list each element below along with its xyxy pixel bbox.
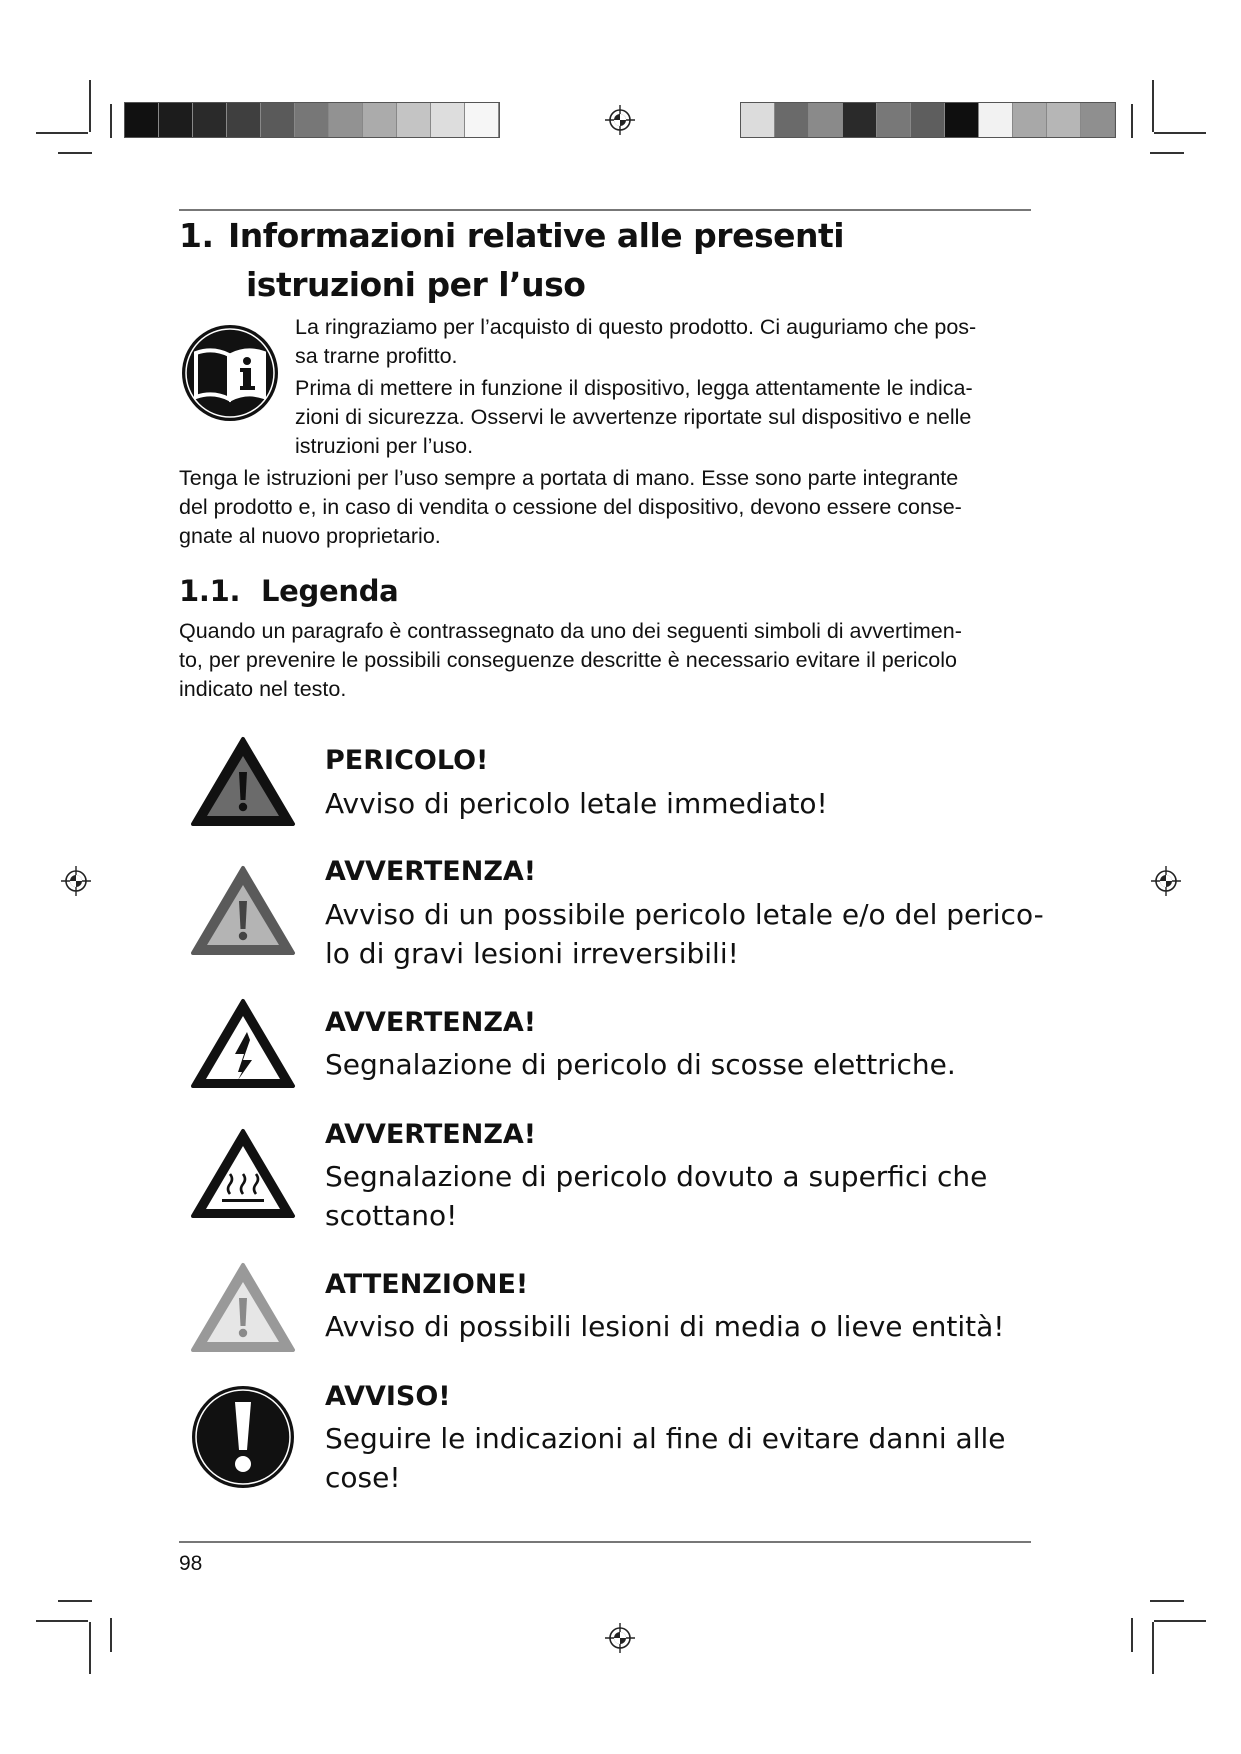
color-swatch: [1081, 103, 1115, 137]
warning-title: AVVISO!: [325, 1381, 451, 1412]
color-swatch: [159, 103, 193, 137]
color-swatch: [945, 103, 979, 137]
crop-mark: [89, 1622, 91, 1674]
color-swatch: [809, 103, 843, 137]
warning-text-line: scottano!: [325, 1199, 458, 1232]
subsection-line-3: indicato nel testo.: [179, 677, 347, 701]
notice-exclamation-icon: [190, 1384, 296, 1490]
intro-line-4: zioni di sicurezza. Osservi le avvertenze riportate sul dispositivo e nelle: [295, 405, 972, 429]
color-swatch: [741, 103, 775, 137]
right-color-bar: [740, 102, 1116, 138]
intro-line-2: sa trarne profitto.: [295, 344, 458, 368]
crop-mark: [58, 1600, 92, 1602]
color-swatch: [295, 103, 329, 137]
crop-mark: [1152, 1622, 1154, 1674]
crop-mark: [1131, 104, 1133, 138]
subsection-line-1: Quando un paragrafo è contrassegnato da uno dei seguenti simboli di avvertimen-: [179, 619, 962, 643]
section-title-line-2: istruzioni per l’uso: [246, 265, 586, 304]
registration-mark-icon: [605, 1623, 635, 1653]
warning-text-line: Seguire le indicazioni al fine di evitare danni alle: [325, 1422, 1006, 1455]
intro-line-3: Prima di mettere in funzione il dispositivo, legga attentamente le indica-: [295, 376, 973, 400]
color-swatch: [227, 103, 261, 137]
crop-mark: [1154, 1620, 1206, 1622]
hot-surface-icon: [190, 1128, 296, 1220]
crop-mark: [1150, 1600, 1184, 1602]
crop-mark: [89, 80, 91, 132]
subsection-number: 1.1.: [179, 574, 241, 608]
warning-text-line: cose!: [325, 1461, 401, 1494]
warning-title: AVVERTENZA!: [325, 1007, 537, 1038]
body-line-2: del prodotto e, in caso di vendita o cessione del dispositivo, devono essere conse-: [179, 495, 962, 519]
color-swatch: [1047, 103, 1081, 137]
crop-mark: [1152, 80, 1154, 132]
warning-title: PERICOLO!: [325, 745, 489, 776]
intro-line-1: La ringraziamo per l’acquisto di questo prodotto. Ci auguriamo che pos-: [295, 315, 977, 339]
warning-text-line: Avviso di pericolo letale immediato!: [325, 787, 828, 820]
color-swatch: [775, 103, 809, 137]
warning-text-line: Segnalazione di pericolo di scosse elettriche.: [325, 1048, 956, 1081]
color-swatch: [911, 103, 945, 137]
body-line-1: Tenga le istruzioni per l’uso sempre a portata di mano. Esse sono parte integrante: [179, 466, 959, 490]
warning-text-line: Segnalazione di pericolo dovuto a superfici che: [325, 1160, 988, 1193]
electric-shock-icon: [190, 998, 296, 1090]
color-swatch: [979, 103, 1013, 137]
color-swatch: [465, 103, 499, 137]
color-swatch: [877, 103, 911, 137]
body-line-3: gnate al nuovo proprietario.: [179, 524, 441, 548]
left-color-bar: [124, 102, 500, 138]
subsection-line-2: to, per prevenire le possibili conseguenze descritte è necessario evitare il pericolo: [179, 648, 957, 672]
color-swatch: [125, 103, 159, 137]
page-number: 98: [179, 1552, 203, 1575]
crop-mark: [110, 104, 112, 138]
registration-mark-icon: [1151, 866, 1181, 896]
warning-text-line: Avviso di possibili lesioni di media o lieve entità!: [325, 1310, 1005, 1343]
registration-mark-icon: [61, 866, 91, 896]
registration-mark-icon: [605, 105, 635, 135]
bottom-rule: [179, 1541, 1031, 1543]
warning-title: AVVERTENZA!: [325, 1119, 537, 1150]
crop-mark: [36, 132, 88, 134]
color-swatch: [843, 103, 877, 137]
color-swatch: [363, 103, 397, 137]
danger-triangle-icon: [190, 736, 296, 828]
crop-mark: [1131, 1618, 1133, 1652]
warning-text-line: lo di gravi lesioni irreversibili!: [325, 937, 739, 970]
intro-line-5: istruzioni per l’uso.: [295, 434, 474, 458]
section-number: 1.: [179, 216, 214, 255]
color-swatch: [329, 103, 363, 137]
crop-mark: [58, 152, 92, 154]
caution-triangle-icon: [190, 1262, 296, 1354]
crop-mark: [36, 1620, 88, 1622]
top-rule: [179, 209, 1031, 211]
color-swatch: [397, 103, 431, 137]
color-swatch: [261, 103, 295, 137]
color-swatch: [193, 103, 227, 137]
crop-mark: [1154, 132, 1206, 134]
crop-mark: [110, 1618, 112, 1652]
warning-title: ATTENZIONE!: [325, 1269, 529, 1300]
manual-info-icon: [180, 323, 280, 423]
warning-triangle-icon: [190, 865, 296, 957]
color-swatch: [1013, 103, 1047, 137]
subsection-title: Legenda: [261, 574, 399, 608]
crop-mark: [1150, 152, 1184, 154]
warning-text-line: Avviso di un possibile pericolo letale e/o del perico-: [325, 898, 1044, 931]
section-title-line-1: Informazioni relative alle presenti: [228, 216, 845, 255]
color-swatch: [431, 103, 465, 137]
warning-title: AVVERTENZA!: [325, 856, 537, 887]
